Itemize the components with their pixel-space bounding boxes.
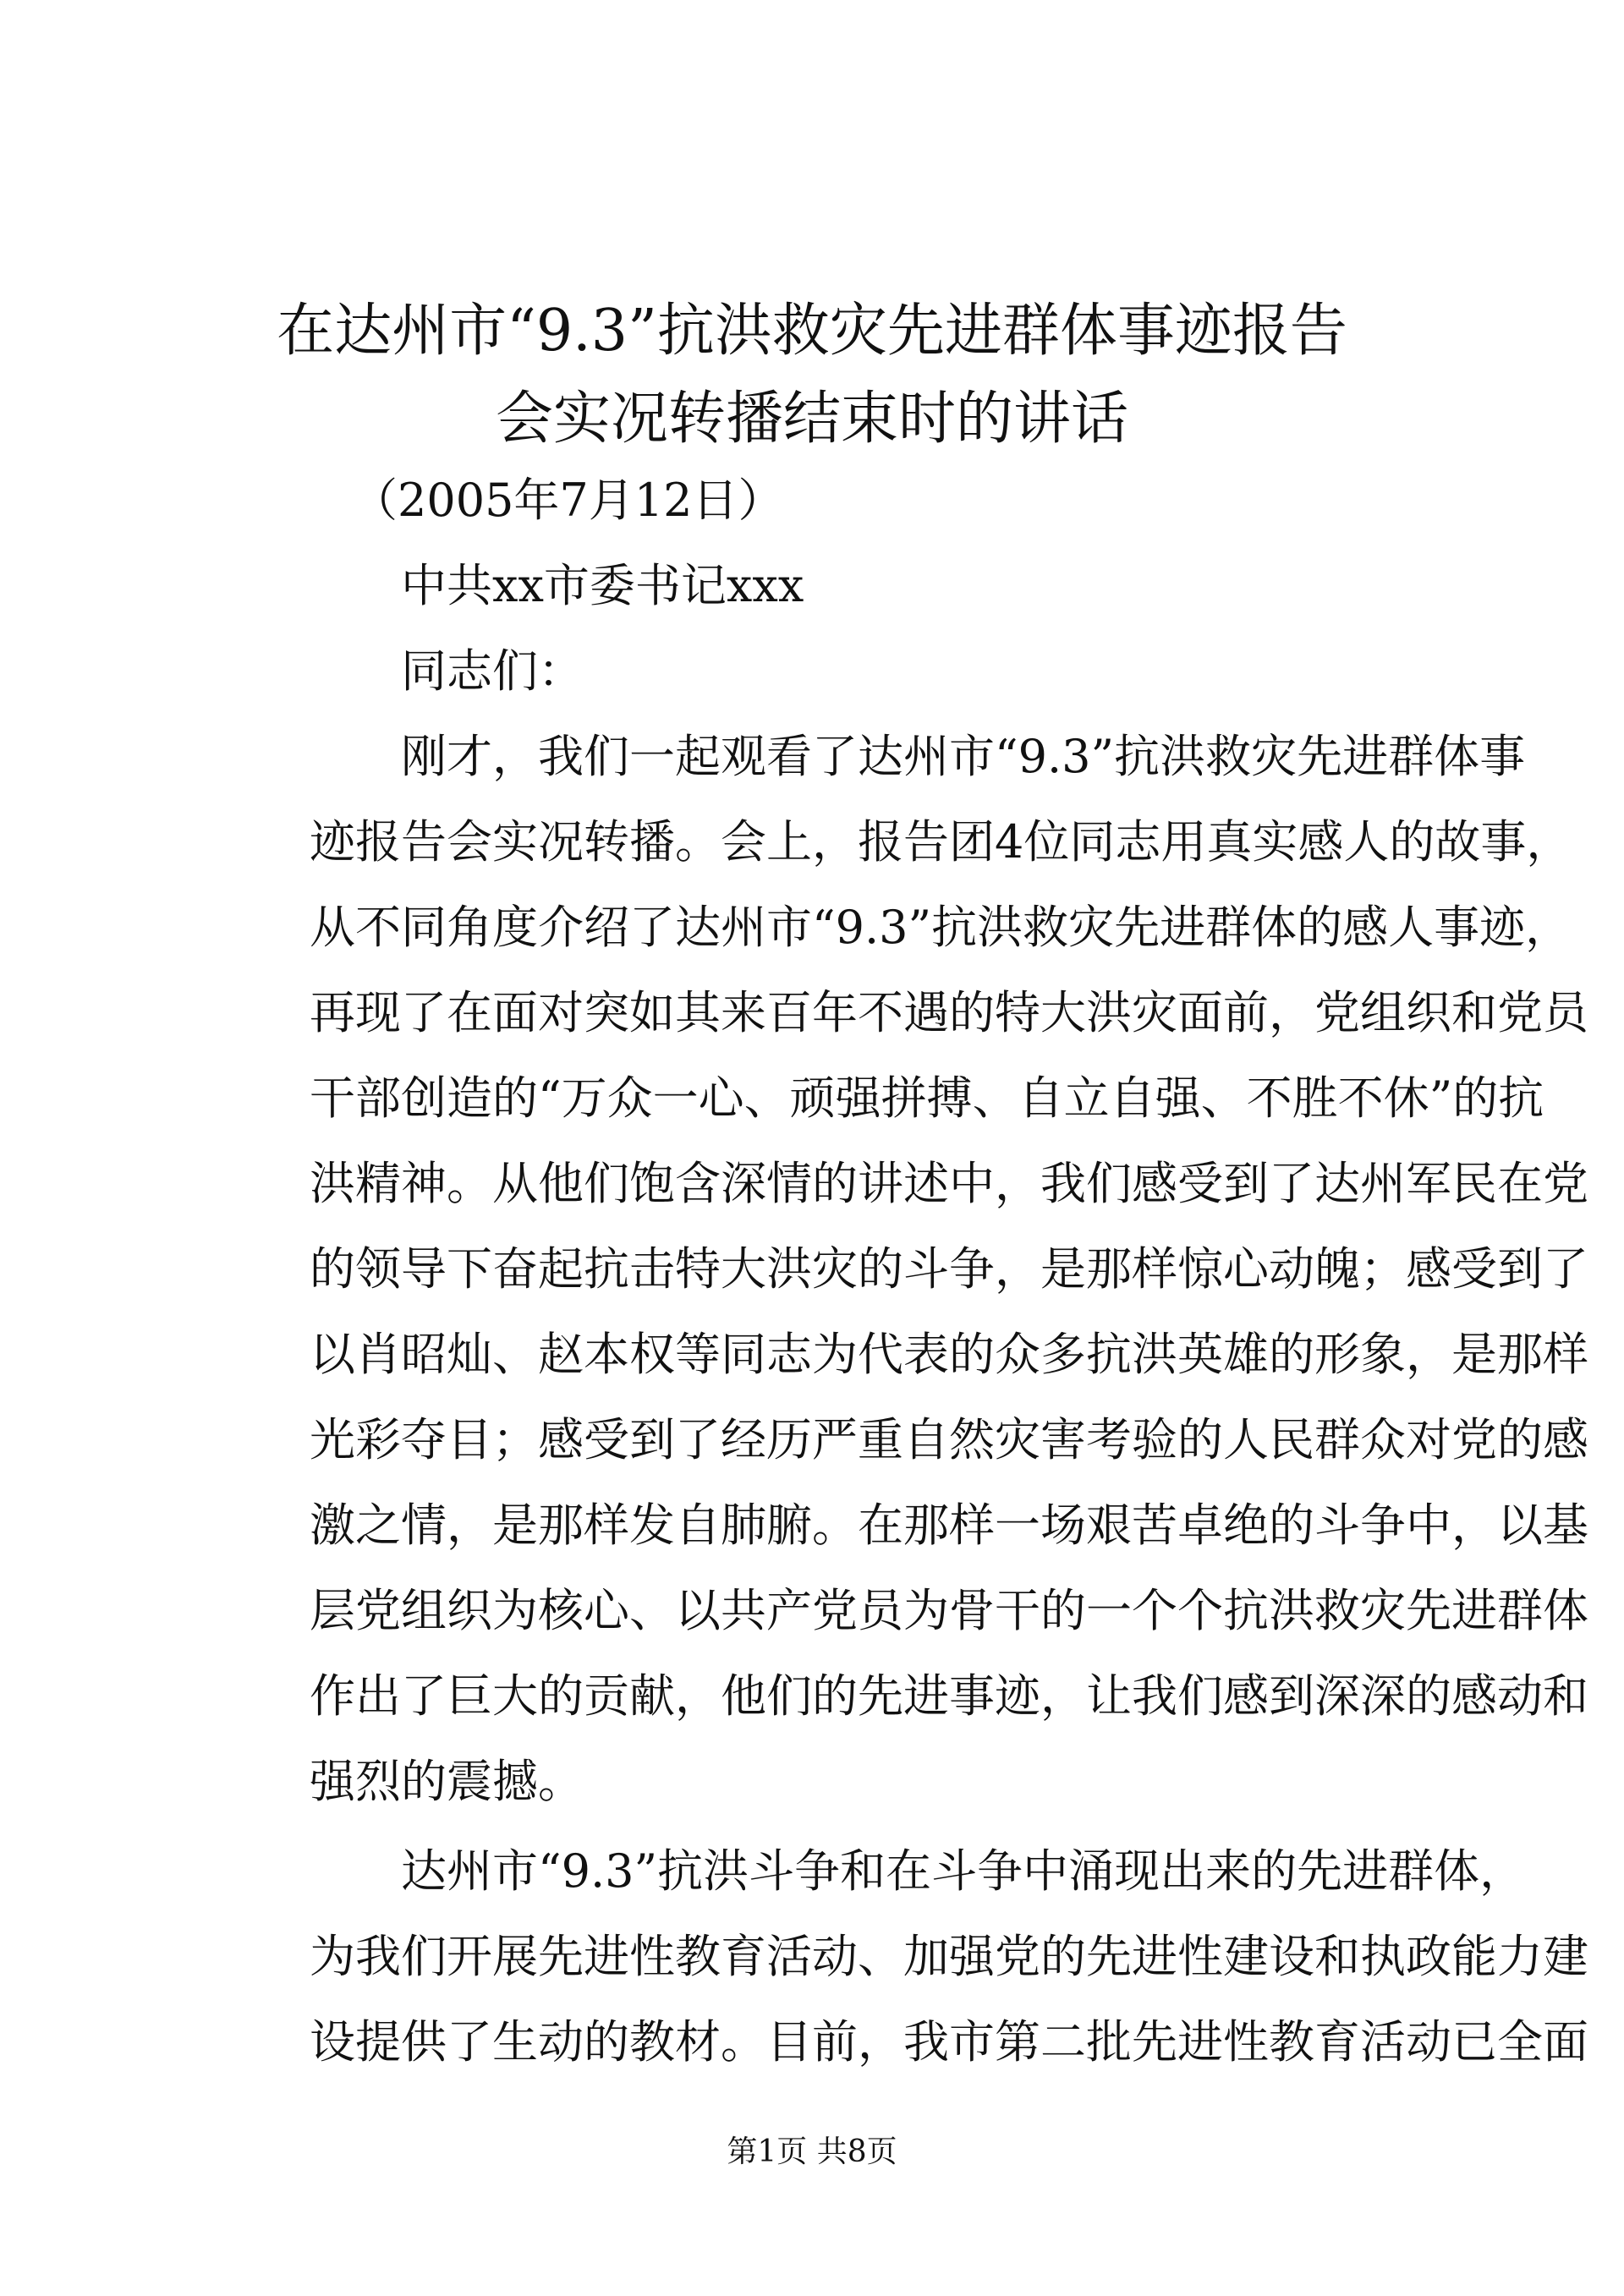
speaker-line: 中共xx市委书记xxx xyxy=(401,559,804,612)
paragraph-line: 刚才，我们一起观看了达州市“9.3”抗洪救灾先进群体事 xyxy=(401,730,1526,783)
paragraph-line: 的领导下奋起抗击特大洪灾的斗争，是那样惊心动魄；感受到了 xyxy=(310,1242,1588,1296)
page-footer: 第1页 共8页 xyxy=(727,2134,897,2169)
paragraph-line: 为我们开展先进性教育活动、加强党的先进性建设和执政能力建 xyxy=(310,1930,1588,1983)
paragraph-line: 设提供了生动的教材。目前，我市第二批先进性教育活动已全面 xyxy=(310,2015,1588,2069)
paragraph-line: 迹报告会实况转播。会上，报告团4位同志用真实感人的故事， xyxy=(310,815,1572,869)
paragraph-line: 层党组织为核心、以共产党员为骨干的一个个抗洪救灾先进群体 xyxy=(310,1584,1588,1637)
paragraph-line: 从不同角度介绍了达州市“9.3”抗洪救灾先进群体的感人事迹， xyxy=(310,901,1572,954)
paragraph-line: 达州市“9.3”抗洪斗争和在斗争中涌现出来的先进群体， xyxy=(401,1844,1526,1898)
paragraph-line: 强烈的震撼。 xyxy=(310,1755,584,1808)
document-title-line-2: 会实况转播结束时的讲话 xyxy=(495,386,1128,452)
paragraph-line: 再现了在面对突如其来百年不遇的特大洪灾面前，党组织和党员 xyxy=(310,986,1588,1039)
document-title-line-1: 在达州市“9.3”抗洪救灾先进群体事迹报告 xyxy=(277,298,1347,364)
paragraph-line: 干部创造的“万众一心、顽强拼搏、自立自强、不胜不休”的抗 xyxy=(310,1071,1544,1125)
paragraph-line: 光彩夺目；感受到了经历严重自然灾害考验的人民群众对党的感 xyxy=(310,1413,1588,1466)
paragraph-line: 洪精神。从他们饱含深情的讲述中，我们感受到了达州军民在党 xyxy=(310,1157,1588,1210)
salutation: 同志们： xyxy=(401,644,584,698)
paragraph-line: 激之情，是那样发自肺腑。在那样一场艰苦卓绝的斗争中，以基 xyxy=(310,1499,1588,1552)
paragraph-line: 作出了巨大的贡献，他们的先进事迹，让我们感到深深的感动和 xyxy=(310,1669,1588,1723)
speech-date: （2005年7月12日） xyxy=(352,474,784,527)
paragraph-line: 以肖昭灿、赵本权等同志为代表的众多抗洪英雄的形象，是那样 xyxy=(310,1328,1588,1381)
